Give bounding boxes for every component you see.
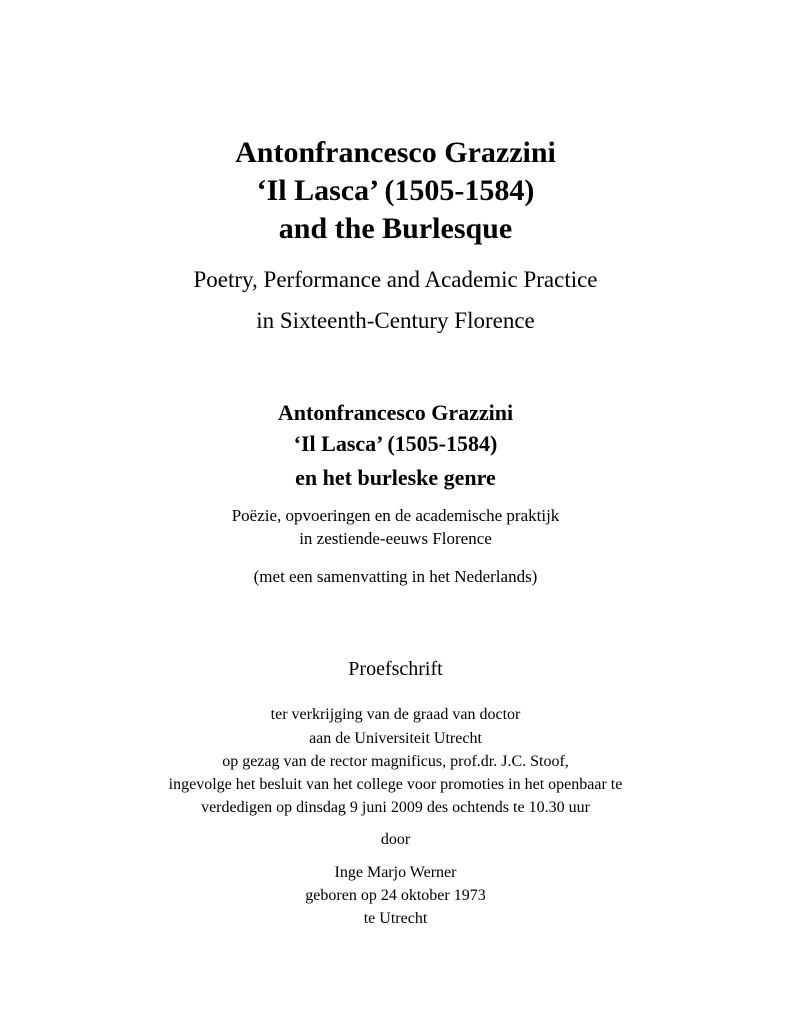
degree-text-line-5: verdedigen op dinsdag 9 juni 2009 des ochtends te 10.30 uur bbox=[201, 799, 590, 816]
english-title-line-3: and the Burlesque bbox=[278, 212, 513, 245]
author-name: Inge Marjo Werner bbox=[334, 864, 457, 881]
dutch-title-line-3: en het burleske genre bbox=[295, 465, 496, 490]
degree-text-line-2: aan de Universiteit Utrecht bbox=[309, 730, 482, 747]
dutch-subtitle-line-1: Poëzie, opvoeringen en de academische praktijk bbox=[231, 506, 560, 525]
proefschrift-heading: Proefschrift bbox=[348, 658, 443, 680]
english-subtitle-line-1: Poetry, Performance and Academic Practice bbox=[193, 267, 598, 292]
dutch-title-line-1: Antonfrancesco Grazzini bbox=[277, 400, 514, 425]
english-title-line-2: ‘Il Lasca’ (1505-1584) bbox=[256, 174, 535, 207]
dutch-subtitle-line-2: in zestiende-eeuws Florence bbox=[299, 529, 492, 548]
degree-text-line-1: ter verkrijging van de graad van doctor bbox=[270, 706, 521, 723]
author-birthplace: te Utrecht bbox=[363, 910, 428, 927]
degree-text-line-3: op gezag van de rector magnificus, prof.dr. J.C. Stoof, bbox=[222, 753, 569, 770]
summary-note: (met een samenvatting in het Nederlands) bbox=[253, 567, 538, 586]
english-title-line-1: Antonfrancesco Grazzini bbox=[235, 136, 556, 169]
english-subtitle-line-2: in Sixteenth-Century Florence bbox=[256, 308, 535, 333]
door-label: door bbox=[380, 831, 411, 848]
dutch-title-line-2: ‘Il Lasca’ (1505-1584) bbox=[293, 431, 498, 456]
author-birthdate: geboren op 24 oktober 1973 bbox=[305, 887, 486, 904]
degree-text-line-4: ingevolge het besluit van het college voor promoties in het openbaar te bbox=[168, 776, 623, 793]
